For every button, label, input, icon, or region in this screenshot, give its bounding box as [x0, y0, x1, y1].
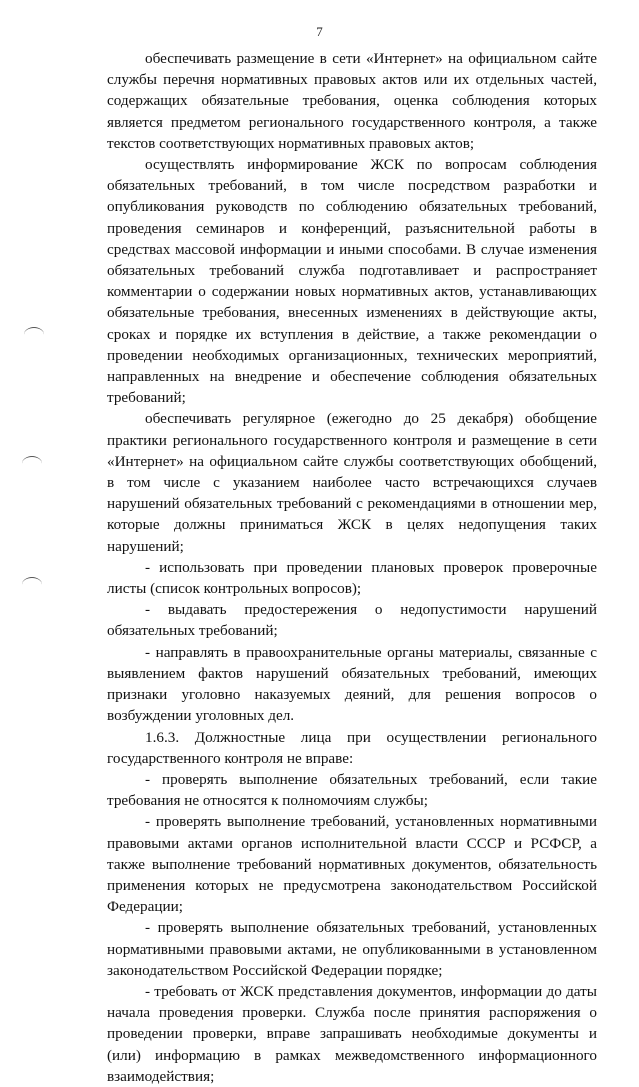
paragraph: обеспечивать размещение в сети «Интернет» на официальном сайте службы перечня нормативных правовых актов или их отдельных частей, содержащих обязательные требования, оценка соблюдения которых является предметом регионального государственного контроля, а также текстов соответствующих нормативных правовых актов; [107, 50, 597, 152]
section-heading-1-6-3: 1.6.3. Должностные лица при осуществлении регионального государственного контроля не вправе: [107, 728, 597, 767]
list-item: - проверять выполнение требований, установленных нормативными правовыми актами органов исполнительной власти СССР и РСФСР, а также выполнение требований нормативных документов, обязательность применения которых не предусмотрена законодательством Российской Федерации; [107, 813, 597, 916]
list-item: - использовать при проведении плановых проверок проверочные листы (список контрольных вопросов); [107, 558, 597, 598]
list-item: - проверять выполнение обязательных требований, установленных нормативными правовыми актами, не опубликованными в установленном законодательством Российской Федерации порядке; [107, 919, 597, 979]
hole-punch-mark [22, 456, 42, 471]
list-item: - выдавать предостережения о недопустимости нарушений обязательных требований; [107, 601, 597, 640]
hole-punch-mark [22, 577, 42, 592]
paragraph: обеспечивать регулярное (ежегодно до 25 декабря) обобщение практики регионального государственного контроля и размещение в сети «Интернет» на официальном сайте службы соответствующих обобщений, в том числе с указанием наиболее часто встречающихся случаев нарушений обязательных требований с рекомендациями в отношении мер, которые должны приниматься ЖСК в целях недопущения таких нарушений; [107, 410, 597, 555]
page-number: 7 [316, 24, 323, 39]
hole-punch-mark [24, 327, 44, 342]
paragraph: осуществлять информирование ЖСК по вопросам соблюдения обязательных требований, в том числе посредством разработки и опубликования руководств по соблюдению обязательных требований, проведения семинаров и конференций, разъяснительной работы в средствах массовой информации и иными способами. В случае изменения обязательных требований служба подготавливает и распространяет комментарии о содержании новых нормативных актов, устанавливающих обязательные требования, внесенных изменениях в действующие акты, сроках и порядке их вступления в действие, а также рекомендации о проведении необходимых организационных, технических мероприятий, направленных на внедрение и обеспечение соблюдения обязательных требований; [107, 156, 597, 407]
list-item: - требовать от ЖСК представления документов, информации до даты начала проведения проверки. Служба после принятия распоряжения о проведении проверки, вправе запрашивать необходимые документы и (или) информацию в рамках межведомственного информационного взаимодействия; [107, 982, 597, 1085]
list-item: - проверять выполнение обязательных требований, если такие требования не относятся к полномочиям службы; [107, 770, 597, 810]
document-body [107, 48, 597, 1087]
list-item: - направлять в правоохранительные органы материалы, связанные с выявлением фактов нарушений обязательных требований, имеющих признаки уголовно наказуемых деяний, для решения вопросов о возбуждении уголовных дел. [107, 643, 597, 725]
